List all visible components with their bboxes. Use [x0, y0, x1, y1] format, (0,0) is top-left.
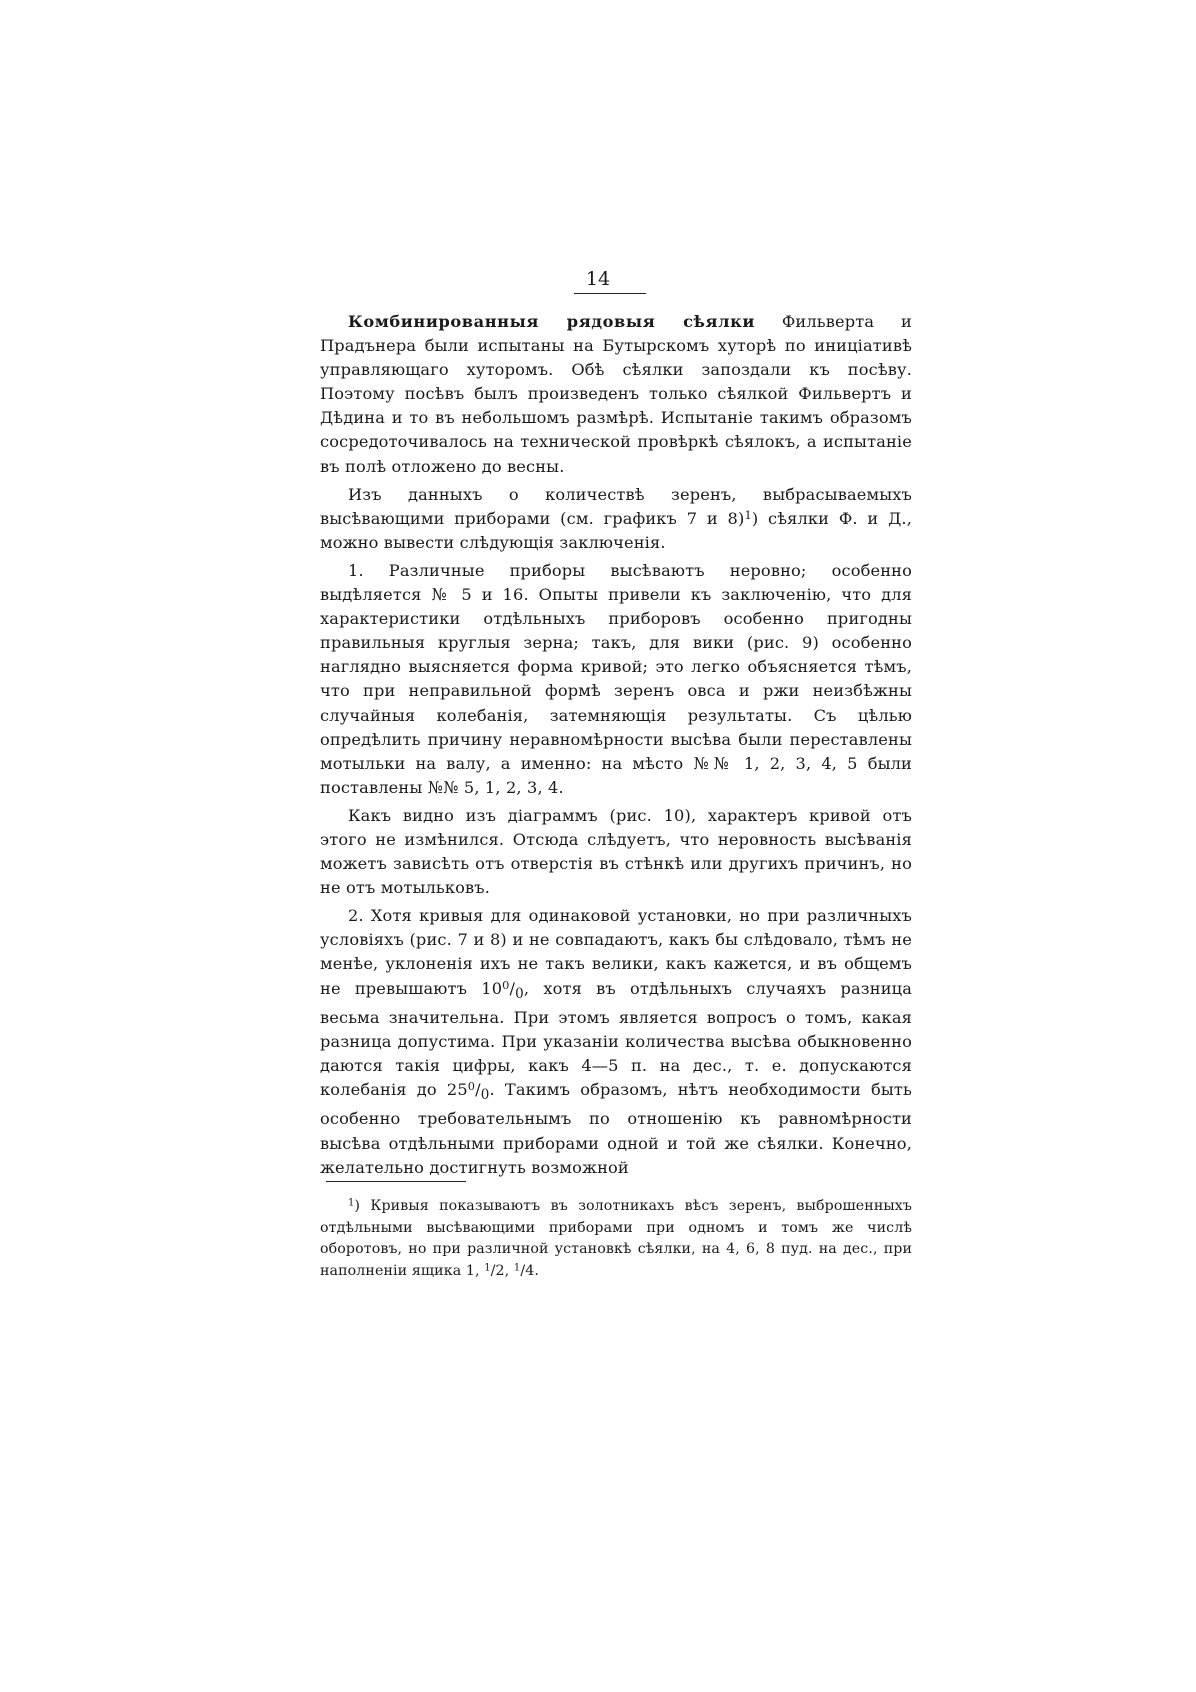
paragraph-1-lead: Комбинированныя рядовыя сѣялки — [348, 312, 755, 331]
footnote-reference: 1 — [744, 507, 752, 522]
percent-slash-1: / — [509, 978, 516, 998]
paragraph-5-part-3: , хотя въ отдѣльныхъ случаяхъ разница весьма значительна. При этомъ является вопросъ о томъ, какая разница допустима. При указаніи количества высѣва обыкновенно даются такія цифры, какъ 4—5 п. на дес., т. е. допускаются колебанія до 25 — [320, 978, 913, 1100]
paragraph-5 — [320, 904, 912, 1180]
body-text — [320, 310, 912, 1184]
paragraph-1 — [320, 310, 912, 479]
fraction-half-numerator: 1 — [484, 1262, 491, 1274]
footnote-rule — [326, 1181, 466, 1182]
fraction-quarter-denominator: /4 — [520, 1262, 535, 1279]
page-number-rule — [574, 293, 646, 294]
footnote — [320, 1196, 912, 1282]
paragraph-2-before: Изъ данныхъ о количествѣ зеренъ, выбрасываемыхъ высѣвающими приборами (см. графикъ 7 и 8) — [320, 484, 912, 528]
paragraph-2-after: ) сѣялки Ф. и Д., можно вывести слѣдующія заключенія. — [320, 508, 912, 552]
fraction-separator: , — [504, 1262, 514, 1279]
footnote-marker: 1 — [348, 1197, 355, 1209]
percent-sub-2: 0 — [480, 1087, 490, 1104]
percent-sup-2: 0 — [467, 1079, 476, 1094]
percent-slash-2: / — [475, 1080, 481, 1100]
footnote-end: . — [534, 1262, 539, 1279]
paragraph-1-text: Фильверта и Прадънера были испытаны на Бутырскомъ хуторѣ по иниціативѣ управляющаго хуторомъ. Обѣ сѣялки запоздали къ посѣву. Поэтому посѣвъ былъ произведенъ только сѣялкой Фильвертъ и Дѣдина и то въ небольшомъ размѣрѣ. Испытаніе такимъ образомъ сосредоточивалось на технической провѣркѣ сѣялокъ, а испытаніе въ полѣ отложено до весны. — [320, 312, 912, 476]
percent-sub-1: 0 — [515, 985, 524, 1002]
paragraph-2 — [320, 483, 912, 555]
page-number: 14 — [585, 268, 611, 290]
paragraph-4: Какъ видно изъ діаграммъ (рис. 10), характеръ кривой отъ этого не измѣнился. Отсюда слѣдуетъ, что неровность высѣванія можетъ зависѣть отъ отверстія въ стѣнкѣ или другихъ причинъ, но не отъ мотыльковъ. — [320, 805, 912, 898]
paragraph-3: 1. Различные приборы высѣваютъ неровно; особенно выдѣляется № 5 и 16. Опыты привели къ заключенію, что для характеристики отдѣльныхъ приборовъ особенно пригодны правильныя круглыя зерна; такъ, для вики (рис. 9) особенно наглядно выясняется форма кривой; это легко объясняется тѣмъ, что при неправильной формѣ зеренъ овса и ржи неизбѣжны случайныя колебанія, затемняющія результаты. Съ цѣлью опредѣлить причину неравномѣрности высѣва были переставлены мотыльки на валу, а именно: на мѣсто №№ 1, 2, 3, 4, 5 были поставлены №№ 5, 1, 2, 3, 4. — [320, 560, 912, 797]
fraction-quarter-numerator: 1 — [513, 1262, 521, 1274]
paragraph-5-part-5: . Такимъ образомъ, нѣтъ необходимости быть особенно требовательнымъ по отношенію къ равномѣрности высѣва отдѣльными приборами одной и той же сѣялки. Конечно, желательно достигнуть возможной — [320, 1080, 912, 1177]
fraction-half-denominator: /2 — [490, 1262, 505, 1279]
paragraph-5-part-1: 2. Хотя кривыя для одинаковой установки, но при различныхъ условіяхъ (рис. 7 и 8) и не совпадаютъ, какъ бы слѣдовало, тѣмъ не менѣе, уклоненія ихъ не такъ велики, какъ кажется, и въ общемъ не превышаютъ 10 — [320, 906, 912, 998]
percent-sup-1: 0 — [502, 977, 510, 992]
footnote-text: Кривыя показываютъ въ золотникахъ вѣсъ зеренъ, выброшенныхъ отдѣльными высѣвающими приборами при одномъ и томъ же числѣ оборотовъ, но при различной установкѣ сѣялки, на 4, 6, 8 пуд. на дес., при наполненіи ящика 1, — [320, 1198, 912, 1279]
footnote-marker-close: ) — [354, 1198, 361, 1214]
